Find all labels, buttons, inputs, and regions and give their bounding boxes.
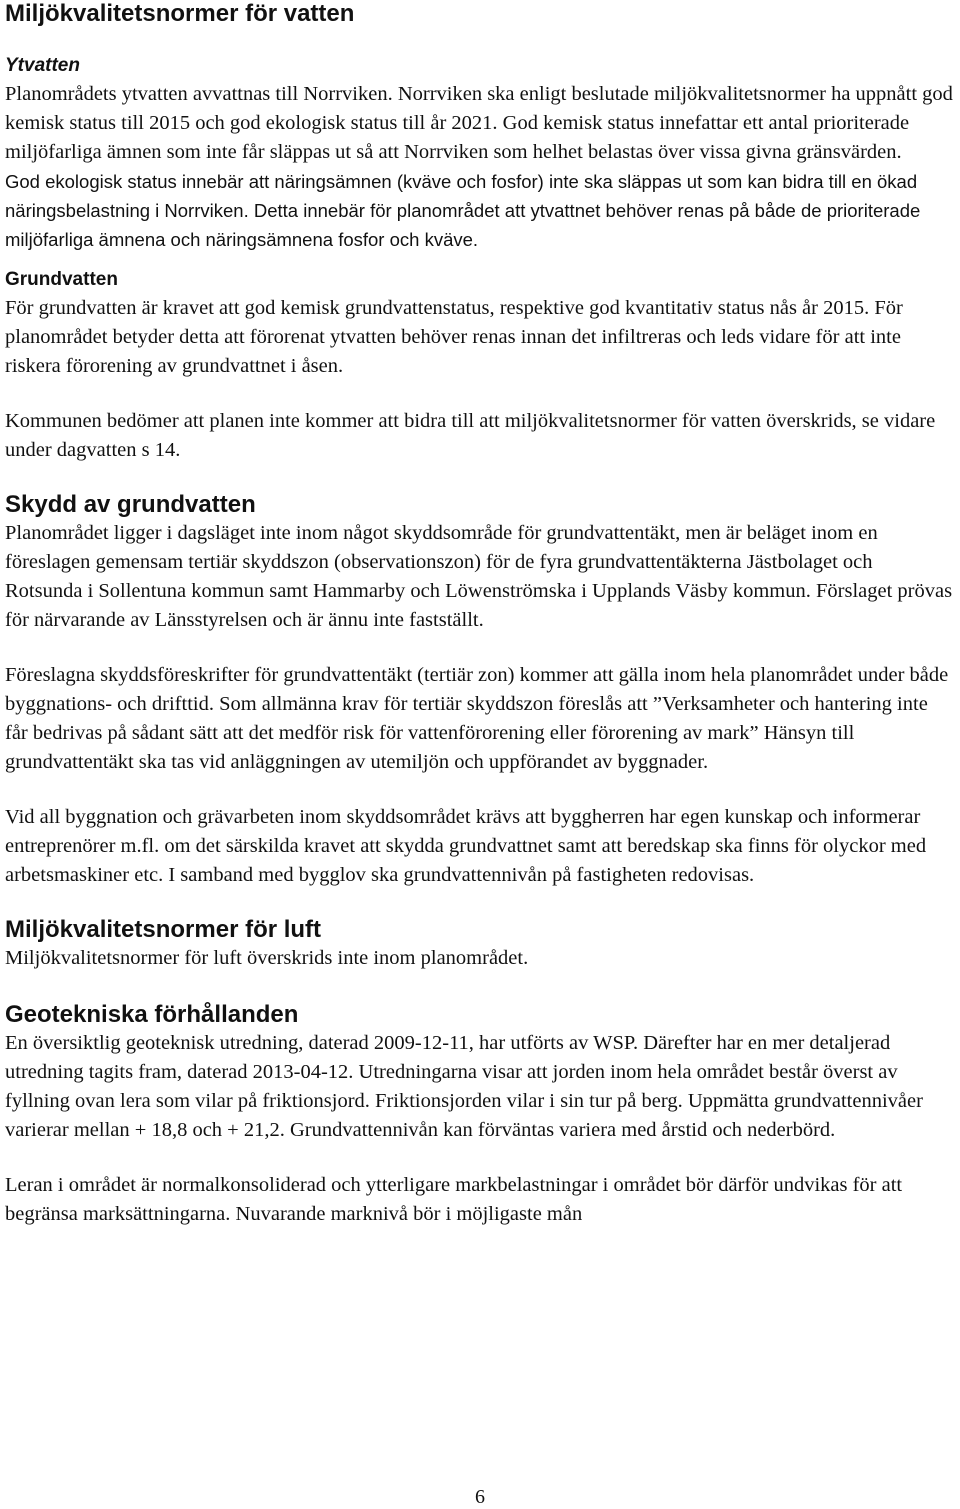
paragraph-grundvatten: För grundvatten är kravet att god kemisk grundvattenstatus, respektive god kvantitativ status nås år 2015. För planområdet betyder detta att förorenat ytvatten behöver renas innan det infiltreras och leds vidare för att inte riskera förorening av grundvattnet i åsen. — [5, 297, 903, 377]
heading-skydd-av-grundvatten: Skydd av grundvatten — [5, 491, 256, 518]
subheading-grundvatten: Grundvatten — [5, 269, 118, 290]
heading-miljokvalitetsnormer-luft: Miljökvalitetsnormer för luft — [5, 916, 322, 943]
paragraph-luft: Miljökvalitetsnormer för luft överskrids inte inom planområdet. — [5, 947, 529, 969]
document-page — [5, 0, 955, 1229]
paragraph-skydd-3: Vid all byggnation och grävarbeten inom skyddsområdet krävs att byggherren har egen kunskap och informerar entreprenörer m.fl. om det särskilda kravet att skydda grundvattnet samt att beredskap ska finns för olyckor med arbetsmaskiner etc. I samband med bygglov ska grundvattennivån på fastigheten redovisas. — [5, 806, 927, 886]
paragraph-geoteknik-1: En översiktlig geoteknisk utredning, daterad 2009-12-11, har utförts av WSP. Därefter har en mer detaljerad utredning tagits fram, daterad 2013-04-12. Utredningarna visar att jorden inom hela området består överst av fyllning ovan lera som vilar på friktionsjord. Friktionsjorden vilar i sin tur på berg. Uppmätta grundvattennivåer varierar mellan + 18,8 och + 21,2. Grundvattennivån kan förväntas variera med årstid och nederbörd. — [5, 1032, 923, 1141]
paragraph-ytvatten-2-part1: God ekologisk status innebär att näringsämnen (kväve och fosfor) inte ska släppas ut som kan bidra till en ökad näringsbelastning i Norrviken. — [5, 171, 918, 221]
heading-geotekniska-forhallanden: Geotekniska förhållanden — [5, 1001, 299, 1028]
paragraph-ytvatten-2 — [5, 167, 955, 254]
paragraph-kommunen: Kommunen bedömer att planen inte kommer att bidra till att miljökvalitetsnormer för vatten överskrids, se vidare under dagvatten s 14. — [5, 410, 936, 461]
paragraph-ytvatten-2-part2: Detta innebär för planområdet att ytvattnet behöver renas på både de prioriterade miljöfarliga ämnena och näringsämnena fosfor och kväve. — [5, 200, 921, 250]
paragraph-geoteknik-2: Leran i området är normalkonsoliderad och ytterligare markbelastningar i området bör därför undvikas för att begränsa marksättningarna. Nuvarande marknivå bör i möjligaste mån — [5, 1174, 903, 1225]
subheading-ytvatten: Ytvatten — [5, 55, 80, 76]
paragraph-skydd-1: Planområdet ligger i dagsläget inte inom något skyddsområde för grundvattentäkt, men är beläget inom en föreslagen gemensam tertiär skyddszon (observationszon) för de fyra grundvattentäkterna Jästbolaget och Rotsunda i Sollentuna kommun samt Hammarby och Löwenströmska i Upplands Väsby kommun. Förslaget prövas för närvarande av Länsstyrelsen och är ännu inte fastställt. — [5, 522, 953, 631]
paragraph-skydd-2: Föreslagna skyddsföreskrifter för grundvattentäkt (tertiär zon) kommer att gälla inom hela planområdet under både byggnations- och drifttid. Som allmänna krav för tertiär skyddszon föreslås att ”Verksamheter och hantering inte får bedrivas på sådant sätt att det medför risk för vattenförorening eller förorening av mark” Hänsyn till grundvattentäkt ska tas vid anläggningen av utemiljön och uppförandet av byggnader. — [5, 664, 949, 773]
paragraph-ytvatten-1: Planområdets ytvatten avvattnas till Norrviken. Norrviken ska enligt beslutade miljökvalitetsnormer ha uppnått god kemisk status till 2015 och god ekologisk status till år 2021. God kemisk status innefattar ett antal prioriterade miljöfarliga ämnen som inte får släppas ut så att Norrviken som helhet belastas över vissa givna gränsvärden. — [5, 83, 953, 163]
page-number: 6 — [475, 1486, 485, 1508]
heading-miljokvalitetsnormer-vatten: Miljökvalitetsnormer för vatten — [5, 0, 355, 27]
